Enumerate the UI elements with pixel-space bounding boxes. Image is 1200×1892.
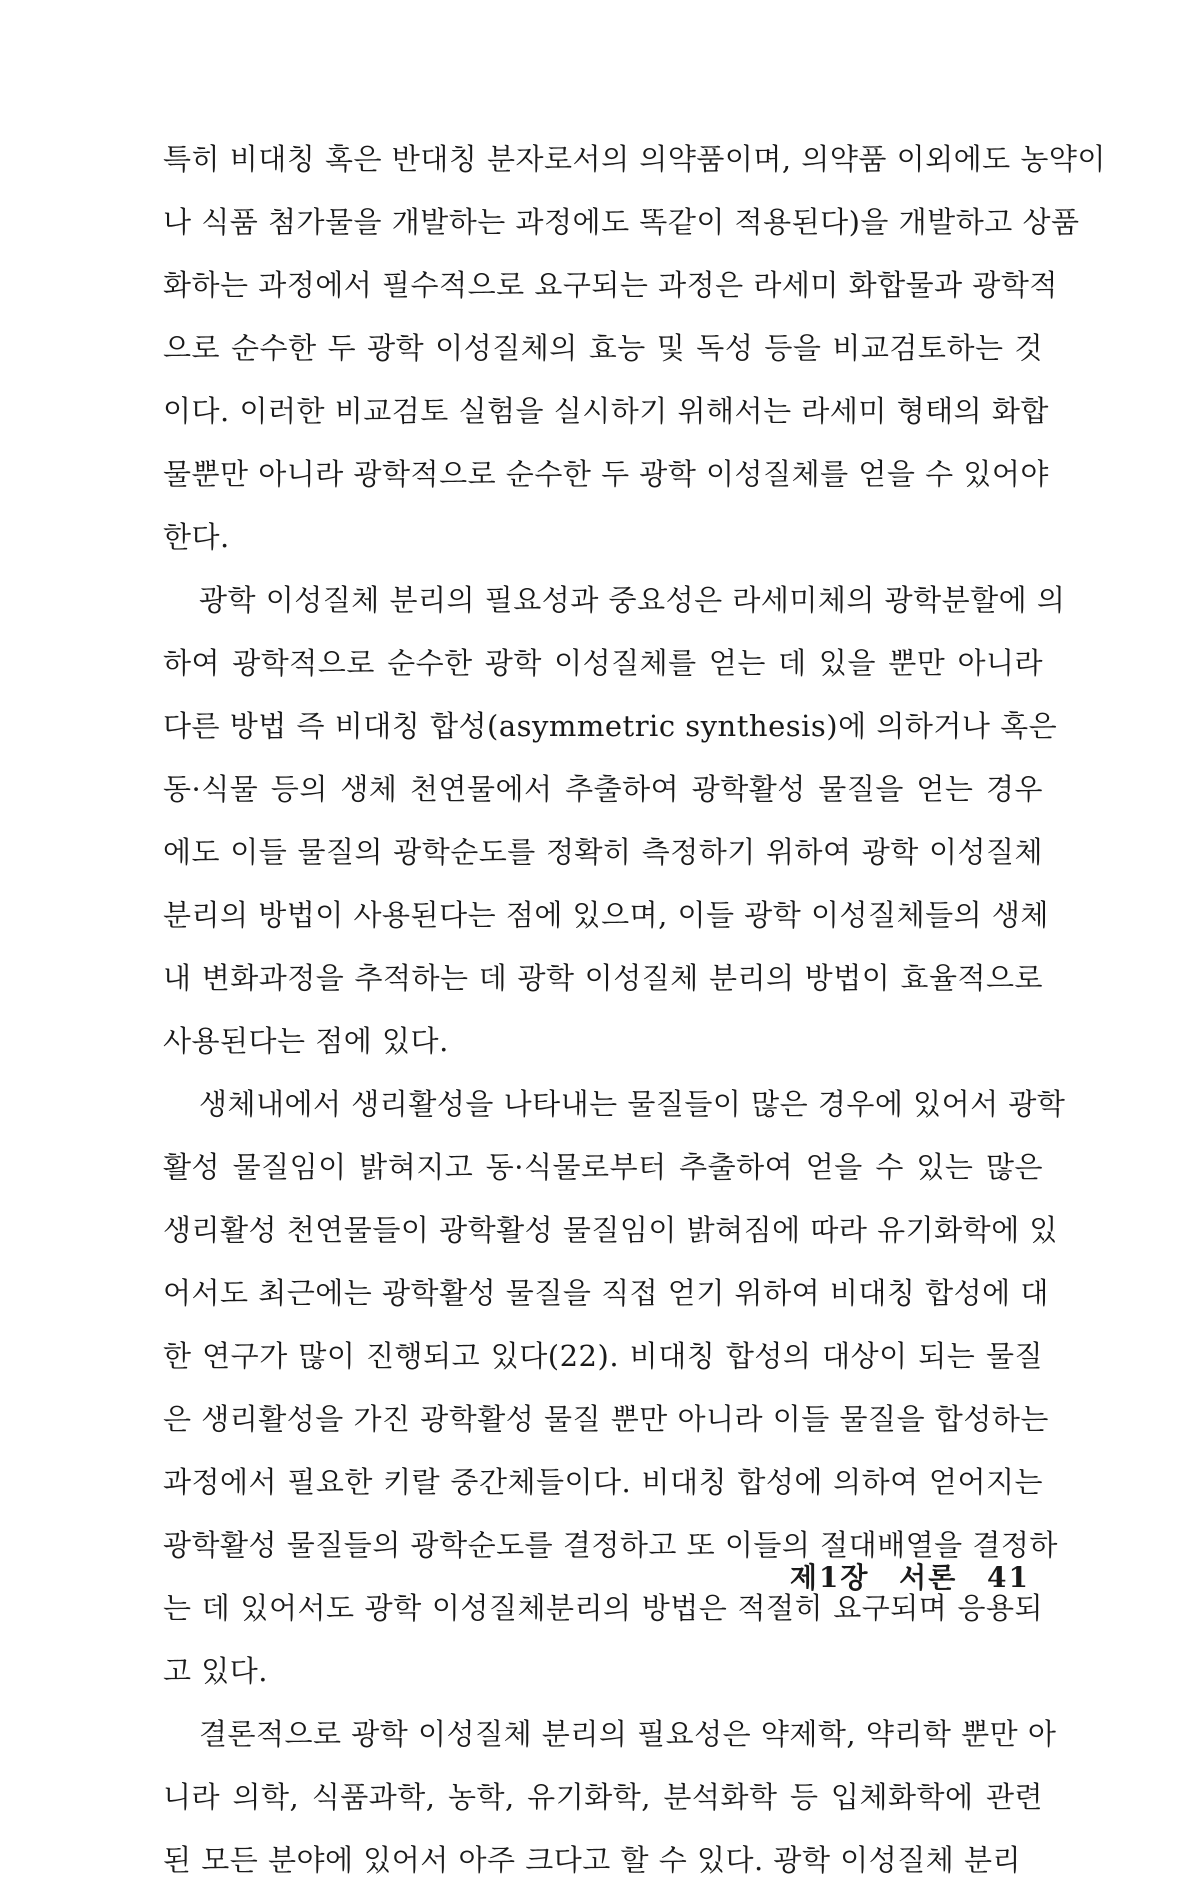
paragraph: [163, 1703, 1057, 1892]
text-line: 어서도 최근에는 광학활성 물질을 직접 얻기 위하여 비대칭 합성에 대: [163, 1276, 1049, 1310]
text-line: 으로 순수한 두 광학 이성질체의 효능 및 독성 등을 비교검토하는 것: [163, 331, 1043, 365]
text-line: 동·식물 등의 생체 천연물에서 추출하여 광학활성 물질을 얻는 경우: [163, 772, 1043, 806]
text-line: 나 식품 첨가물을 개발하는 과정에도 똑같이 적용된다)을 개발하고 상품: [163, 205, 1080, 239]
text-line: 에도 이들 물질의 광학순도를 정확히 측정하기 위하여 광학 이성질체: [163, 835, 1043, 869]
text-line: 분리의 방법이 사용된다는 점에 있으며, 이들 광학 이성질체들의 생체: [163, 898, 1049, 932]
chapter-title: 서론: [899, 1561, 958, 1594]
paragraph: [163, 128, 1106, 569]
text-line: 니라 의학, 식품과학, 농학, 유기화학, 분석화학 등 입체화학에 관련: [163, 1780, 1043, 1814]
text-line: 특히 비대칭 혹은 반대칭 분자로서의 의약품이며, 의약품 이외에도 농약이: [163, 142, 1106, 176]
text-line: 하여 광학적으로 순수한 광학 이성질체를 얻는 데 있을 뿐만 아니라: [163, 646, 1043, 680]
text-line: 광학활성 물질들의 광학순도를 결정하고 또 이들의 절대배열을 결정하: [163, 1528, 1058, 1562]
text-line: 은 생리활성을 가진 광학활성 물질 뿐만 아니라 이들 물질을 합성하는: [163, 1402, 1049, 1436]
text-line: 광학 이성질체 분리의 필요성과 중요성은 라세미체의 광학분할에 의: [199, 583, 1066, 617]
text-line: 다른 방법 즉 비대칭 합성(asymmetric synthesis)에 의하거나 혹은: [163, 709, 1058, 743]
paragraph: [163, 1073, 1066, 1703]
text-line: 한다.: [163, 520, 230, 554]
text-line: 생체내에서 생리활성을 나타내는 물질들이 많은 경우에 있어서 광학: [199, 1087, 1066, 1121]
text-line: 과정에서 필요한 키랄 중간체들이다. 비대칭 합성에 의하여 얻어지는: [163, 1465, 1043, 1499]
text-line: 이다. 이러한 비교검토 실험을 실시하기 위해서는 라세미 형태의 화합: [163, 394, 1049, 428]
text-line: 생리활성 천연물들이 광학활성 물질임이 밝혀짐에 따라 유기화학에 있: [163, 1213, 1058, 1247]
running-footer: [790, 1556, 1030, 1596]
text-line: 된 모든 분야에 있어서 아주 크다고 할 수 있다. 광학 이성질체 분리: [163, 1843, 1021, 1877]
text-line: 결론적으로 광학 이성질체 분리의 필요성은 약제학, 약리학 뿐만 아: [199, 1717, 1057, 1751]
text-line: 물뿐만 아니라 광학적으로 순수한 두 광학 이성질체를 얻을 수 있어야: [163, 457, 1049, 491]
text-line: 한 연구가 많이 진행되고 있다(22). 비대칭 합성의 대상이 되는 물질: [163, 1339, 1043, 1373]
body-text: [163, 128, 1106, 1892]
text-line: 내 변화과정을 추적하는 데 광학 이성질체 분리의 방법이 효율적으로: [163, 961, 1043, 995]
text-line: 활성 물질임이 밝혀지고 동·식물로부터 추출하여 얻을 수 있는 많은: [163, 1150, 1043, 1184]
text-line: 는 데 있어서도 광학 이성질체분리의 방법은 적절히 요구되며 응용되: [163, 1591, 1043, 1625]
text-line: 고 있다.: [163, 1654, 268, 1688]
text-line: 화하는 과정에서 필수적으로 요구되는 과정은 라세미 화합물과 광학적: [163, 268, 1058, 302]
chapter-label: 제1장: [789, 1561, 870, 1594]
paragraph: [163, 569, 1066, 1073]
page-number: 41: [987, 1561, 1030, 1594]
text-line: 사용된다는 점에 있다.: [163, 1024, 449, 1058]
